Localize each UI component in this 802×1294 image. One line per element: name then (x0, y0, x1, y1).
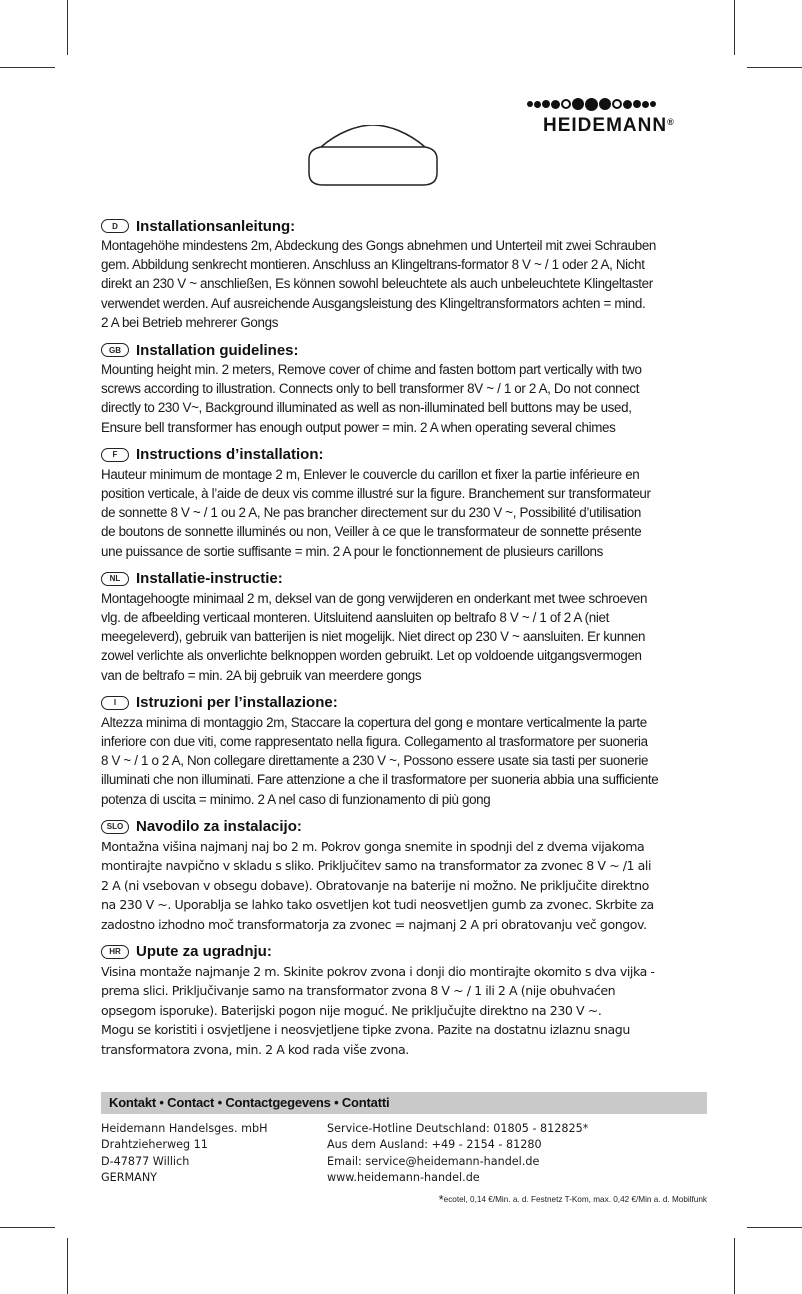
section-heading (101, 693, 713, 713)
text-line: 2 A (ni vsebovan v obsegu dobave). Obratovanje na baterije ni možno. Ne priključite direktno (101, 877, 649, 893)
section-body (101, 837, 713, 934)
instruction-section (101, 445, 713, 561)
country-badge-icon: SLO (101, 820, 129, 834)
crop-mark-left-bottom (0, 1227, 55, 1228)
section-heading (101, 569, 713, 589)
text-line: verwendet werden. Auf ausreichende Ausgangsleistung des Klingeltransformators achten = mind. (101, 295, 646, 311)
section-title: Instructions d’installation: (136, 446, 324, 464)
text-line: Altezza minima di montaggio 2m, Staccare la copertura del gong e montare verticalmente la parte (101, 714, 647, 730)
section-heading (101, 817, 713, 837)
text-line: direkt an 230 V ~ anschließen, Es können sowohl beleuchtete als auch unbeleuchtete Klingeltaster (101, 276, 653, 292)
text-line: 8 V ~ / 1 o 2 A, Non collegare direttamente a 230 V ~, Possono essere usate sia tasti per suonerie (101, 753, 649, 769)
text-line: meegeleverd), gebruik van batterijen is niet mogelijk. Niet direct op 230 V ~ aansluiten. Er kunnen (101, 629, 646, 645)
country-badge-icon: F (101, 448, 129, 462)
section-heading (101, 445, 713, 465)
text-line: opsegom isporuke). Baterijski pogon nije moguć. Ne priključujte direktno na 230 V ~. (101, 1002, 602, 1018)
installation-instructions (101, 216, 713, 1067)
text-line: 2 A bei Betrieb mehrerer Gongs (101, 314, 279, 330)
country-badge-icon: I (101, 696, 129, 710)
text-line: Mogu se koristiti i osvjetljene i neosvjetljene tipke zvona. Pazite na dostatnu izlaznu snagu (101, 1022, 630, 1038)
text-line: screws according to illustration. Connects only to bell transformer 8V ~ / 1 or 2 A, Do not connect (101, 381, 640, 397)
service-email: Email: service@heidemann-handel.de (327, 1154, 540, 1168)
text-line: montirajte navpično v skladu s sliko. Priključitev samo na transformator za zvonec 8 V ~ /1 ali (101, 858, 651, 874)
instruction-section (101, 817, 713, 934)
company-address (101, 1121, 268, 1187)
crop-mark-top-right (734, 0, 735, 55)
crop-mark-right-bottom (747, 1227, 802, 1228)
contact-header-bar (101, 1092, 707, 1114)
logo-dots-icon (527, 97, 707, 111)
instruction-section (101, 340, 713, 437)
service-website: www.heidemann-handel.de (327, 1171, 480, 1185)
section-title: Upute za ugradnju: (136, 943, 272, 961)
address-line: GERMANY (101, 1171, 158, 1185)
hotline-footnote: *ecotel, 0,14 €/Min. a. d. Festnetz T-Kom, max. 0,42 €/Min a. d. Mobilfunk (438, 1192, 707, 1207)
text-line: Ensure bell transformer has enough output power = min. 2 A when operating several chimes (101, 419, 616, 435)
text-line: Montagehoogte minimaal 2 m, deksel van de gong verwijderen en onderkant met twee schroeven (101, 590, 648, 606)
section-title: Navodilo za instalacijo: (136, 818, 302, 836)
heidemann-logo (527, 97, 707, 139)
section-heading (101, 216, 713, 236)
text-line: vlg. de afbeelding verticaal monteren. Uitsluitend aansluiten op beltrafo 8 V ~ / 1 of 2 A (niet (101, 610, 609, 626)
crop-mark-right-top (747, 67, 802, 68)
country-badge-icon: HR (101, 945, 129, 959)
section-body (101, 962, 713, 1059)
instruction-section (101, 569, 713, 685)
section-body (101, 236, 713, 332)
text-line: Mounting height min. 2 meters, Remove cover of chime and fasten bottom part vertically with two (101, 362, 642, 378)
service-abroad: Aus dem Ausland: +49 - 2154 - 81280 (327, 1138, 542, 1152)
text-line: Hauteur minimum de montage 2 m, Enlever le couvercle du carillon et fixer la partie inférieure en (101, 466, 640, 482)
text-line: potenza di uscita = minimo. 2 A nel caso di funzionamento di più gong (101, 791, 491, 807)
text-line: Montagehöhe mindestens 2m, Abdeckung des Gongs abnehmen und Unterteil mit zwei Schrauben (101, 238, 657, 253)
address-line: Drahtzieherweg 11 (101, 1138, 208, 1152)
instruction-section (101, 216, 713, 332)
text-line: inferiore con due viti, come rappresentato nella figura. Collegamento al trasformatore per suoneria (101, 734, 648, 750)
text-line: van de beltrafo = min. 2A bij gebruik van meerdere gongs (101, 667, 422, 683)
crop-mark-bottom-right (734, 1238, 735, 1294)
text-line: position verticale, à l’aide de deux vis comme illustré sur la figure. Branchement sur transformateur (101, 486, 651, 502)
section-title: Istruzioni per l’installazione: (136, 694, 338, 712)
contact-header: Kontakt • Contact • Contactgegevens • Contatti (109, 1095, 390, 1110)
section-title: Installatie-instructie: (136, 570, 283, 588)
country-badge-icon: NL (101, 572, 129, 586)
text-line: Montažna višina najmanj naj bo 2 m. Pokrov gonga snemite in spodnji del z dvema vijakoma (101, 838, 645, 854)
section-title: Installation guidelines: (136, 341, 299, 359)
text-line: zowel verlichte als onverlichte belknoppen worden gebruikt. Let op voldoende uitgangsvermogen (101, 648, 642, 664)
country-badge-icon: D (101, 219, 129, 233)
text-line: de sonnette 8 V ~ / 1 ou 2 A, Ne pas brancher directement sur du 230 V ~, Possibilité d’utilisation (101, 505, 642, 521)
section-body (101, 360, 713, 437)
address-line: D-47877 Willich (101, 1154, 190, 1168)
text-line: illuminati che non illuminati. Fare attenzione a che il trasformatore per suoneria abbia una sufficiente (101, 772, 659, 788)
section-heading (101, 340, 713, 360)
text-line: transformatora zvona, min. 2 A kod rada više zvona. (101, 1041, 409, 1057)
text-line: une puissance de sortie suffisante = min. 2 A pour le fonctionnement de plusieurs carillons (101, 543, 603, 559)
section-title: Installationsanleitung: (136, 217, 296, 235)
text-line: na 230 V ~. Uporablja se lahko tako osvetljen kot tudi neosvetljen gumb za zvonec. Skrbite za (101, 897, 654, 913)
brand-name: HEIDEMANN® (543, 115, 675, 136)
instruction-section (101, 693, 713, 809)
crop-mark-top-left (67, 0, 68, 55)
service-contact (327, 1121, 588, 1187)
section-heading (101, 942, 713, 962)
text-line: gem. Abbildung senkrecht montieren. Anschluss an Klingeltrans-formator 8 V ~ / 1 oder 2 A, Nicht (101, 257, 645, 273)
instruction-section (101, 942, 713, 1059)
service-hotline: Service-Hotline Deutschland: 01805 - 812825* (327, 1122, 589, 1135)
text-line: zadostno izhodno moč transformatorja za zvonec = najmanj 2 A pri obratovanju več gongov. (101, 916, 647, 932)
section-body (101, 589, 713, 685)
crop-mark-left-top (0, 67, 55, 68)
text-line: de boutons de sonnette illuminés ou non, Veiller à ce que le transformateur de sonnette présente (101, 524, 642, 540)
country-badge-icon: GB (101, 343, 129, 357)
text-line: prema slici. Priključivanje samo na transformator zvona 8 V ~ / 1 ili 2 A (nije obuhvaćen (101, 983, 616, 999)
section-body (101, 465, 713, 561)
text-line: Visina montaže najmanje 2 m. Skinite pokrov zvona i donji dio montirajte okomito s dva vijka - (101, 963, 655, 979)
section-body (101, 713, 713, 809)
address-line: Heidemann Handelsges. mbH (101, 1122, 268, 1135)
crop-mark-bottom-left (67, 1238, 68, 1294)
text-line: directly to 230 V~, Background illuminated as well as non-illuminated bell buttons may be used, (101, 400, 632, 416)
door-chime-icon (307, 125, 439, 187)
